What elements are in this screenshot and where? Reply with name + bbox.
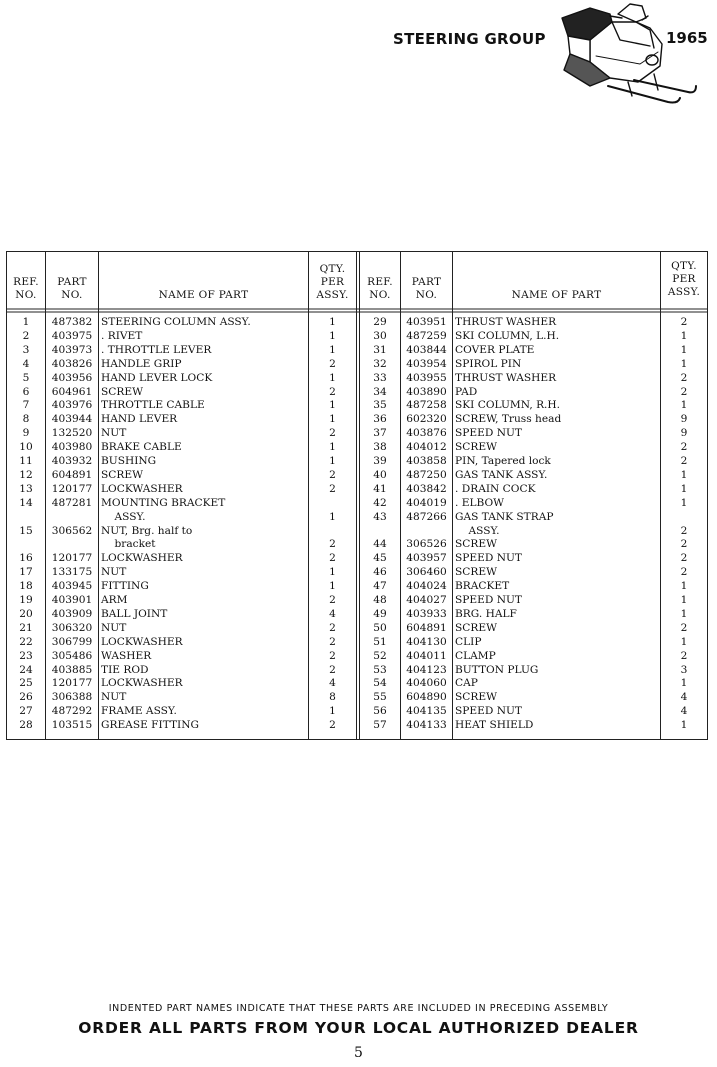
table-row [7,705,707,719]
part-name-cell: SPEED NUT [455,594,522,606]
qty-cell: 1 [680,496,688,509]
qty-cell: 2 [329,427,336,440]
part-no-cell: 404130 [406,635,447,648]
qty-cell: 1 [680,343,688,356]
snowmobile-illustration [550,0,700,112]
ref-cell: 55 [373,691,387,704]
header-qty-per-assy: QTY. PER ASSY. [316,263,349,301]
qty-cell: 9 [680,427,688,440]
table-row [7,358,707,372]
ref-cell: 46 [373,566,387,579]
qty-cell: 2 [680,371,688,384]
ref-cell: 17 [19,566,33,579]
part-no-cell: 403826 [51,357,93,370]
ref-cell: 20 [19,607,33,620]
table-row [7,413,707,427]
ref-cell: 2 [22,329,30,342]
table-row [7,650,707,664]
part-no-cell: 103515 [51,719,93,732]
part-no-cell: 403951 [406,316,447,328]
table-row [7,636,707,650]
part-name-cell: SCREW [455,441,497,454]
part-no-cell: 132520 [51,427,93,440]
table-row [7,316,707,330]
qty-cell: 8 [329,691,336,704]
part-no-cell: 404133 [406,719,447,732]
part-no-cell: 403885 [51,663,93,676]
ref-cell: 47 [373,580,387,593]
table-row [7,719,707,733]
qty-cell: 4 [680,691,688,704]
qty-cell: 1 [329,316,336,328]
part-name-cell: WASHER [101,649,152,662]
table-row [7,344,707,358]
part-no-cell: 487258 [406,399,447,412]
part-no-cell: 404024 [406,580,447,593]
model-year: 1965 [666,29,708,47]
dealer-order-note: ORDER ALL PARTS FROM YOUR LOCAL AUTHORIZED DEALER [78,1019,639,1037]
table-row [7,497,707,511]
part-name-cell: bracket [101,538,156,551]
part-name-cell: . ELBOW [455,496,505,509]
part-no-cell: 602320 [406,413,447,426]
qty-cell: 1 [680,357,688,370]
qty-cell: 4 [329,607,336,620]
part-no-cell: 604891 [406,621,447,634]
part-no-cell: 403901 [51,594,93,606]
ref-cell: 22 [19,635,33,648]
qty-cell: 2 [329,663,336,676]
ref-cell: 56 [373,705,387,718]
header-ref-no-right: REF. NO. [367,276,393,301]
part-name-cell: COVER PLATE [455,343,535,356]
part-name-cell: THROTTLE CABLE [101,399,205,412]
part-name-cell: BUTTON PLUG [455,663,539,676]
ref-cell: 45 [373,552,387,565]
ref-cell: 48 [373,594,387,606]
part-no-cell: 487259 [406,329,447,342]
qty-cell: 2 [329,482,336,495]
part-no-cell: 404019 [406,496,447,509]
part-name-cell: ASSY. [101,510,146,523]
ref-cell: 19 [19,594,33,606]
ref-cell: 10 [19,441,33,454]
qty-cell: 1 [680,482,688,495]
part-name-cell: SPEED NUT [455,552,522,565]
part-no-cell: 403955 [406,371,447,384]
part-name-cell: SPEED NUT [455,705,522,718]
ref-cell: 13 [19,482,33,495]
part-no-cell: 403973 [51,343,93,356]
ref-cell: 54 [373,677,387,690]
ref-cell: 16 [19,552,33,565]
part-no-cell: 403858 [406,455,447,467]
part-name-cell: SPIROL PIN [455,357,522,370]
header-part-no: PART NO. [57,276,87,301]
qty-cell: 2 [329,552,336,565]
part-name-cell: LOCKWASHER [101,677,183,690]
part-name-cell: NUT, Brg. half to [101,524,193,537]
part-no-cell: 604961 [51,385,93,398]
part-no-cell: 305486 [51,649,93,662]
table-row [7,608,707,622]
ref-cell: 41 [373,482,387,495]
ref-cell: 34 [373,385,387,398]
part-name-cell: NUT [101,621,127,634]
ref-cell: 3 [22,343,30,356]
table-row [7,455,707,469]
part-name-cell: LOCKWASHER [101,635,183,648]
part-name-cell: SCREW [455,538,497,551]
ref-cell: 26 [19,691,33,704]
part-no-cell: 403890 [406,385,447,398]
part-no-cell: 306388 [51,691,93,704]
part-no-cell: 306320 [51,621,93,634]
ref-cell: 25 [19,677,33,690]
part-no-cell: 120177 [51,482,93,495]
part-no-cell: 404123 [406,663,447,676]
ref-cell: 14 [19,496,33,509]
qty-cell: 2 [680,385,688,398]
part-name-cell: HEAT SHIELD [455,719,534,732]
table-row [7,552,707,566]
part-no-cell: 404027 [406,594,447,606]
part-no-cell: 306562 [51,524,93,537]
ref-cell: 11 [19,455,33,467]
part-name-cell: BALL JOINT [101,607,168,620]
part-name-cell: HANDLE GRIP [101,357,182,370]
ref-cell: 31 [373,343,387,356]
part-no-cell: 487266 [406,510,447,523]
part-name-cell: PIN, Tapered lock [455,455,551,467]
ref-cell: 27 [19,705,33,718]
parts-table [6,251,708,740]
table-row [7,386,707,400]
part-name-cell: SCREW [455,691,497,704]
part-no-cell: 403842 [406,482,447,495]
qty-cell: 2 [680,649,688,662]
part-no-cell: 604890 [406,691,447,704]
qty-cell: 1 [680,607,688,620]
ref-cell: 6 [22,385,30,398]
part-name-cell: . RIVET [101,329,143,342]
part-no-cell: 487250 [406,468,447,481]
ref-cell: 5 [22,371,30,384]
ref-cell: 7 [22,399,30,412]
part-no-cell: 404011 [406,649,447,662]
part-no-cell: 403876 [406,427,447,440]
part-no-cell: 403944 [51,413,93,426]
part-no-cell: 403976 [51,399,93,412]
table-row [7,511,707,525]
qty-cell: 2 [329,357,336,370]
part-name-cell: FRAME ASSY. [101,705,177,718]
part-name-cell: HAND LEVER LOCK [101,371,213,384]
page-number: 5 [354,1045,363,1061]
qty-cell: 2 [329,468,336,481]
part-no-cell: 403945 [51,580,93,593]
ref-cell: 33 [373,371,387,384]
part-name-cell: BUSHING [101,455,157,467]
table-row [7,525,707,539]
part-name-cell: MOUNTING BRACKET [101,496,226,509]
part-name-cell: SCREW, Truss head [455,413,562,426]
part-name-cell: SCREW [101,468,143,481]
ref-cell: 24 [19,663,33,676]
qty-cell: 1 [680,468,688,481]
part-name-cell: . DRAIN COCK [455,482,536,495]
qty-cell: 1 [680,329,688,342]
table-row [7,483,707,497]
ref-cell: 42 [373,496,387,509]
qty-cell: 2 [680,441,688,454]
table-row [7,441,707,455]
qty-cell: 1 [329,399,336,412]
qty-cell: 2 [680,552,688,565]
part-name-cell: THRUST WASHER [455,316,557,328]
ref-cell: 50 [373,621,387,634]
table-row [7,622,707,636]
ref-cell: 53 [373,663,387,676]
qty-cell: 2 [680,316,688,328]
table-row [7,677,707,691]
ref-cell: 12 [19,468,33,481]
part-no-cell: 403954 [406,357,447,370]
qty-cell: 1 [329,343,336,356]
part-name-cell: FITTING [101,580,149,593]
part-no-cell: 487382 [51,316,93,328]
qty-cell: 2 [329,635,336,648]
part-no-cell: 403933 [406,607,447,620]
part-name-cell: NUT [101,427,127,440]
header-qty-per-assy-right: QTY. PER ASSY. [667,260,701,298]
table-row [7,538,707,552]
qty-cell: 2 [680,455,688,467]
qty-cell: 1 [680,399,688,412]
part-no-cell: 604891 [51,468,93,481]
ref-cell: 18 [19,580,33,593]
ref-cell: 38 [373,441,387,454]
qty-cell: 1 [680,635,688,648]
part-name-cell: SCREW [101,385,143,398]
qty-cell: 1 [329,371,336,384]
ref-cell: 28 [19,719,33,732]
ref-cell: 9 [22,427,30,440]
qty-cell: 1 [329,441,336,454]
part-name-cell: LOCKWASHER [101,482,183,495]
part-name-cell: HAND LEVER [101,413,178,426]
part-name-cell: . THROTTLE LEVER [101,343,212,356]
qty-cell: 2 [329,538,336,551]
part-name-cell: GAS TANK STRAP [455,510,554,523]
qty-cell: 2 [329,594,336,606]
part-name-cell: GAS TANK ASSY. [455,468,548,481]
part-no-cell: 403975 [51,329,93,342]
part-no-cell: 403932 [51,455,93,467]
ref-cell: 52 [373,649,387,662]
part-name-cell: LOCKWASHER [101,552,183,565]
part-no-cell: 306460 [406,566,447,579]
qty-cell: 4 [680,705,688,718]
ref-cell: 36 [373,413,387,426]
qty-cell: 2 [680,566,688,579]
part-no-cell: 133175 [51,566,93,579]
part-name-cell: SPEED NUT [455,427,522,440]
header-name-of-part: NAME OF PART [158,289,249,301]
qty-cell: 1 [680,580,688,593]
qty-cell: 1 [329,705,336,718]
part-name-cell: NUT [101,691,127,704]
table-row [7,330,707,344]
table-row [7,594,707,608]
part-name-cell: BRAKE CABLE [101,441,182,454]
part-no-cell: 403957 [406,552,447,565]
part-name-cell: BRG. HALF [455,607,517,620]
part-no-cell: 403909 [51,607,93,620]
ref-cell: 21 [19,621,33,634]
ref-cell: 35 [373,399,387,412]
qty-cell: 2 [329,621,336,634]
qty-cell: 2 [329,649,336,662]
part-name-cell: THRUST WASHER [455,371,557,384]
part-name-cell: STEERING COLUMN ASSY. [101,316,251,328]
qty-cell: 1 [329,413,336,426]
part-name-cell: NUT [101,566,127,579]
ref-cell: 43 [373,510,387,523]
part-no-cell: 487292 [51,705,93,718]
ref-cell: 51 [373,635,387,648]
qty-cell: 1 [329,329,336,342]
header-ref-no: REF. NO. [13,276,39,301]
part-name-cell: CAP [455,677,478,690]
part-name-cell: ASSY. [455,524,500,537]
ref-cell: 23 [19,649,33,662]
part-no-cell: 487281 [51,496,93,509]
table-row [7,566,707,580]
part-name-cell: SCREW [455,566,497,579]
ref-cell: 49 [373,607,387,620]
qty-cell: 2 [680,538,688,551]
part-no-cell: 404135 [406,705,447,718]
qty-cell: 1 [680,594,688,606]
part-name-cell: SKI COLUMN, L.H. [455,329,560,342]
qty-cell: 1 [329,580,336,593]
ref-cell: 39 [373,455,387,467]
header-part-no-right: PART NO. [411,276,442,301]
qty-cell: 1 [329,510,336,523]
table-row [7,691,707,705]
part-no-cell: 306799 [51,635,93,648]
qty-cell: 2 [329,385,336,398]
part-name-cell: TIE ROD [101,663,149,676]
ref-cell: 32 [373,357,387,370]
part-name-cell: PAD [455,385,478,398]
qty-cell: 2 [680,524,688,537]
ref-cell: 1 [22,316,30,328]
part-name-cell: SCREW [455,621,497,634]
indented-parts-note: INDENTED PART NAMES INDICATE THAT THESE PARTS ARE INCLUDED IN PRECEDING ASSEMBLY [108,1003,609,1014]
ref-cell: 37 [373,427,387,440]
qty-cell: 2 [680,621,688,634]
ref-cell: 57 [373,719,387,732]
table-row [7,469,707,483]
part-no-cell: 403980 [51,441,93,454]
ref-cell: 8 [22,413,30,426]
ref-cell: 29 [373,316,387,328]
qty-cell: 1 [329,566,336,579]
page-title: STEERING GROUP [393,30,546,48]
part-name-cell: GREASE FITTING [101,719,199,732]
part-no-cell: 404012 [406,441,447,454]
qty-cell: 1 [329,455,336,467]
table-row [7,372,707,386]
qty-cell: 2 [329,719,336,732]
ref-cell: 4 [22,357,30,370]
qty-cell: 3 [680,663,688,676]
part-no-cell: 306526 [406,538,447,551]
header-name-of-part-right: NAME OF PART [511,289,602,301]
table-row [7,427,707,441]
qty-cell: 1 [680,719,688,732]
part-no-cell: 120177 [51,677,93,690]
qty-cell: 9 [680,413,688,426]
part-no-cell: 120177 [51,552,93,565]
ref-cell: 44 [373,538,387,551]
qty-cell: 4 [329,677,336,690]
ref-cell: 40 [373,468,387,481]
part-name-cell: BRACKET [455,580,510,593]
part-name-cell: SKI COLUMN, R.H. [455,399,561,412]
part-name-cell: ARM [101,594,128,606]
part-no-cell: 404060 [406,677,447,690]
part-no-cell: 403956 [51,371,93,384]
table-row [7,664,707,678]
part-name-cell: CLIP [455,635,482,648]
table-row [7,399,707,413]
ref-cell: 15 [19,524,33,537]
ref-cell: 30 [373,329,387,342]
part-name-cell: CLAMP [455,649,496,662]
part-no-cell: 403844 [406,343,447,356]
qty-cell: 1 [680,677,688,690]
table-row [7,580,707,594]
